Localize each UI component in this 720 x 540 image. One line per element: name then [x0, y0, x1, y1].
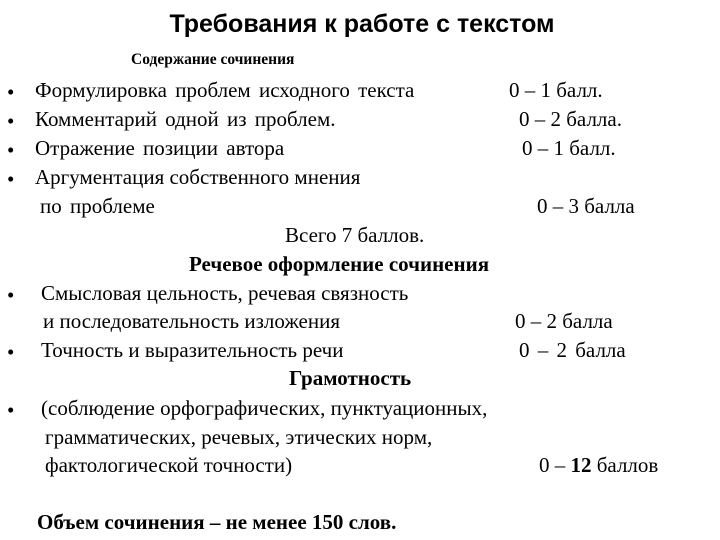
bullet: •	[7, 398, 15, 422]
item-label-continued: по проблеме	[40, 194, 155, 218]
page-title: Требования к работе с текстом	[169, 10, 555, 38]
bullet: •	[7, 167, 15, 191]
bullet: •	[7, 80, 15, 104]
item-score: 0 – 3 балла	[537, 194, 635, 218]
bullet: •	[7, 109, 15, 133]
item-label: Формулировка проблем исходного текста	[35, 78, 415, 102]
item-score	[539, 451, 658, 479]
section-heading-literacy: Грамотность	[289, 366, 412, 390]
item-label: Смысловая цельность, речевая связность	[41, 281, 409, 305]
item-label: Аргументация собственного мнения	[35, 165, 361, 189]
score-suffix: баллов	[591, 453, 659, 477]
item-score: 0 – 1 балл.	[509, 78, 603, 102]
bullet: •	[7, 340, 15, 364]
item-score: 0 – 2 балла	[515, 309, 613, 333]
bullet: •	[7, 283, 15, 307]
item-text-line: (соблюдение орфографических, пунктуационных,	[41, 396, 488, 420]
score-prefix: 0 –	[539, 453, 571, 477]
item-score: 0 – 2 балла.	[519, 107, 622, 131]
item-label-continued: и последовательность изложения	[43, 309, 341, 333]
item-text-line: фактологической точности)	[45, 453, 293, 477]
section-heading-content: Содержание сочинения	[131, 51, 295, 68]
item-score: 0 – 1 балл.	[522, 136, 616, 160]
section-total: Всего 7 баллов.	[285, 223, 425, 247]
bullet: •	[7, 138, 15, 162]
item-label: Отражение позиции автора	[35, 136, 285, 160]
item-label: Комментарий одной из проблем.	[35, 107, 336, 131]
item-score: 0 – 2 балла	[519, 338, 626, 362]
section-heading-speech: Речевое оформление сочинения	[189, 252, 490, 276]
footer-note: Объем сочинения – не менее 150 слов.	[37, 510, 397, 534]
score-value: 12	[570, 453, 592, 477]
item-text-line: грамматических, речевых, этических норм,	[45, 425, 433, 449]
item-label: Точность и выразительность речи	[41, 338, 344, 362]
